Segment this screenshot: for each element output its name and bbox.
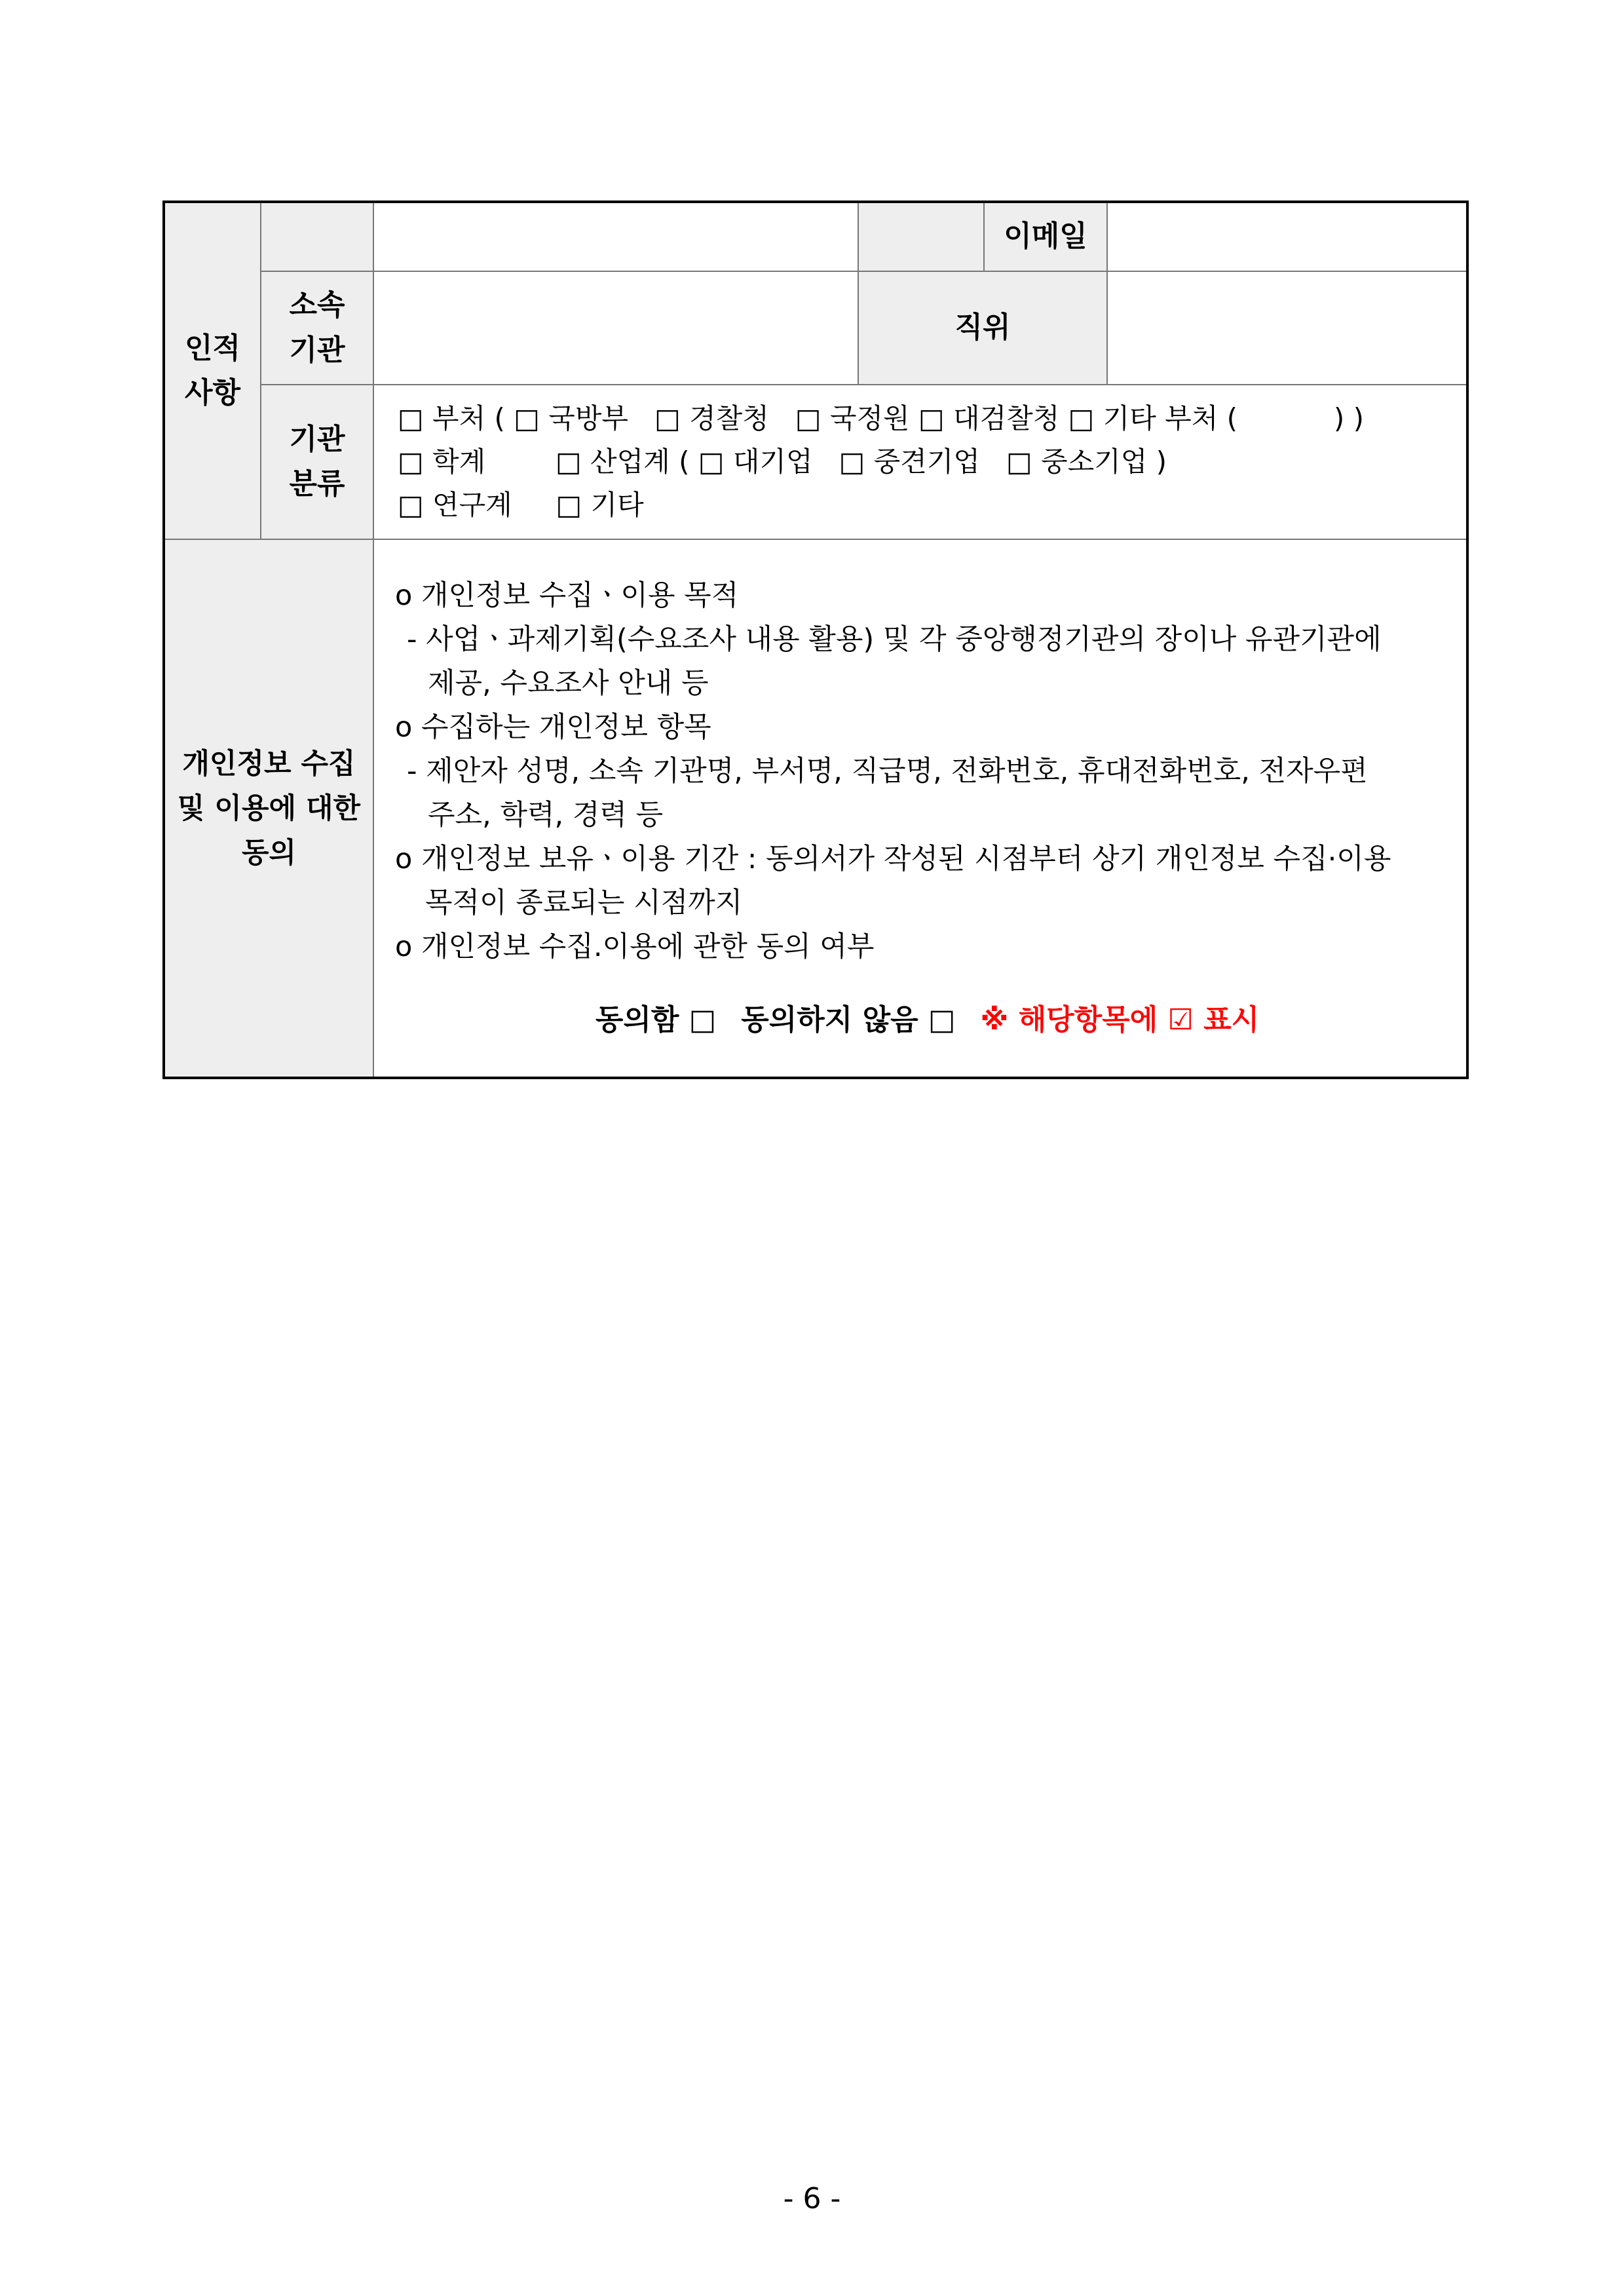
- email-label: 이메일: [984, 202, 1107, 271]
- org-type-line-research-other[interactable]: □ 연구계 □ 기타: [398, 489, 644, 521]
- period-line-2: 목적이 종료되는 시점까지: [425, 886, 743, 919]
- position-label: 직위: [858, 271, 1107, 385]
- email-input-cell[interactable]: [1107, 202, 1467, 271]
- consent-choice-row: [395, 998, 1460, 1042]
- position-input-cell[interactable]: [1107, 271, 1467, 385]
- purpose-detail-1: - 사업ㆍ과제기획(수요조사 내용 활용) 및 각 중앙행정기관의 장이나 유관기관에: [407, 622, 1382, 656]
- purpose-heading: o 개인정보 수집ㆍ이용 목적: [395, 579, 739, 612]
- name-input-cell[interactable]: [373, 202, 858, 271]
- spacer: [395, 969, 1460, 995]
- agree-checkbox-option[interactable]: 동의함 □: [595, 1003, 717, 1037]
- personal-info-label: 인적 사항: [164, 202, 261, 539]
- page-number: - 6 -: [783, 2182, 841, 2215]
- affiliation-label: 소속 기관: [261, 271, 373, 385]
- org-type-options[interactable]: [373, 385, 1467, 539]
- application-form-table: [162, 201, 1469, 1079]
- disagree-checkbox-option[interactable]: 동의하지 않음 □: [741, 1003, 956, 1037]
- items-detail-1: - 제안자 성명, 소속 기관명, 부서명, 직급명, 전화번호, 휴대전화번호, 전자우편: [407, 754, 1368, 788]
- purpose-detail-2: 제공, 수요조사 안내 등: [428, 666, 709, 700]
- org-type-line-academia-industry[interactable]: □ 학계 □ 산업계 ( □ 대기업 □ 중견기업 □ 중소기업 ): [398, 446, 1167, 478]
- org-type-line-government[interactable]: □ 부처 ( □ 국방부 □ 경찰청 □ 국정원 □ 대검찰청 □ 기타 부처 ( ) ): [398, 402, 1365, 434]
- items-heading: o 수집하는 개인정보 항목: [395, 710, 711, 744]
- name-label-cell: [261, 202, 373, 271]
- org-type-label: 기관 분류: [261, 385, 373, 539]
- blank-label-cell: [858, 202, 984, 271]
- items-detail-2: 주소, 학력, 경력 등: [428, 798, 664, 832]
- affiliation-input-cell[interactable]: [373, 271, 858, 385]
- check-notice: ※ 해당항목에 ☑ 표시: [980, 1003, 1260, 1037]
- consent-label: 개인정보 수집 및 이용에 대한 동의: [164, 539, 373, 1078]
- consent-content: [373, 539, 1467, 1078]
- agree-heading: o 개인정보 수집.이용에 관한 동의 여부: [395, 930, 875, 963]
- period-line-1: o 개인정보 보유ㆍ이용 기간 : 동의서가 작성된 시점부터 상기 개인정보 수집·이용: [395, 842, 1391, 875]
